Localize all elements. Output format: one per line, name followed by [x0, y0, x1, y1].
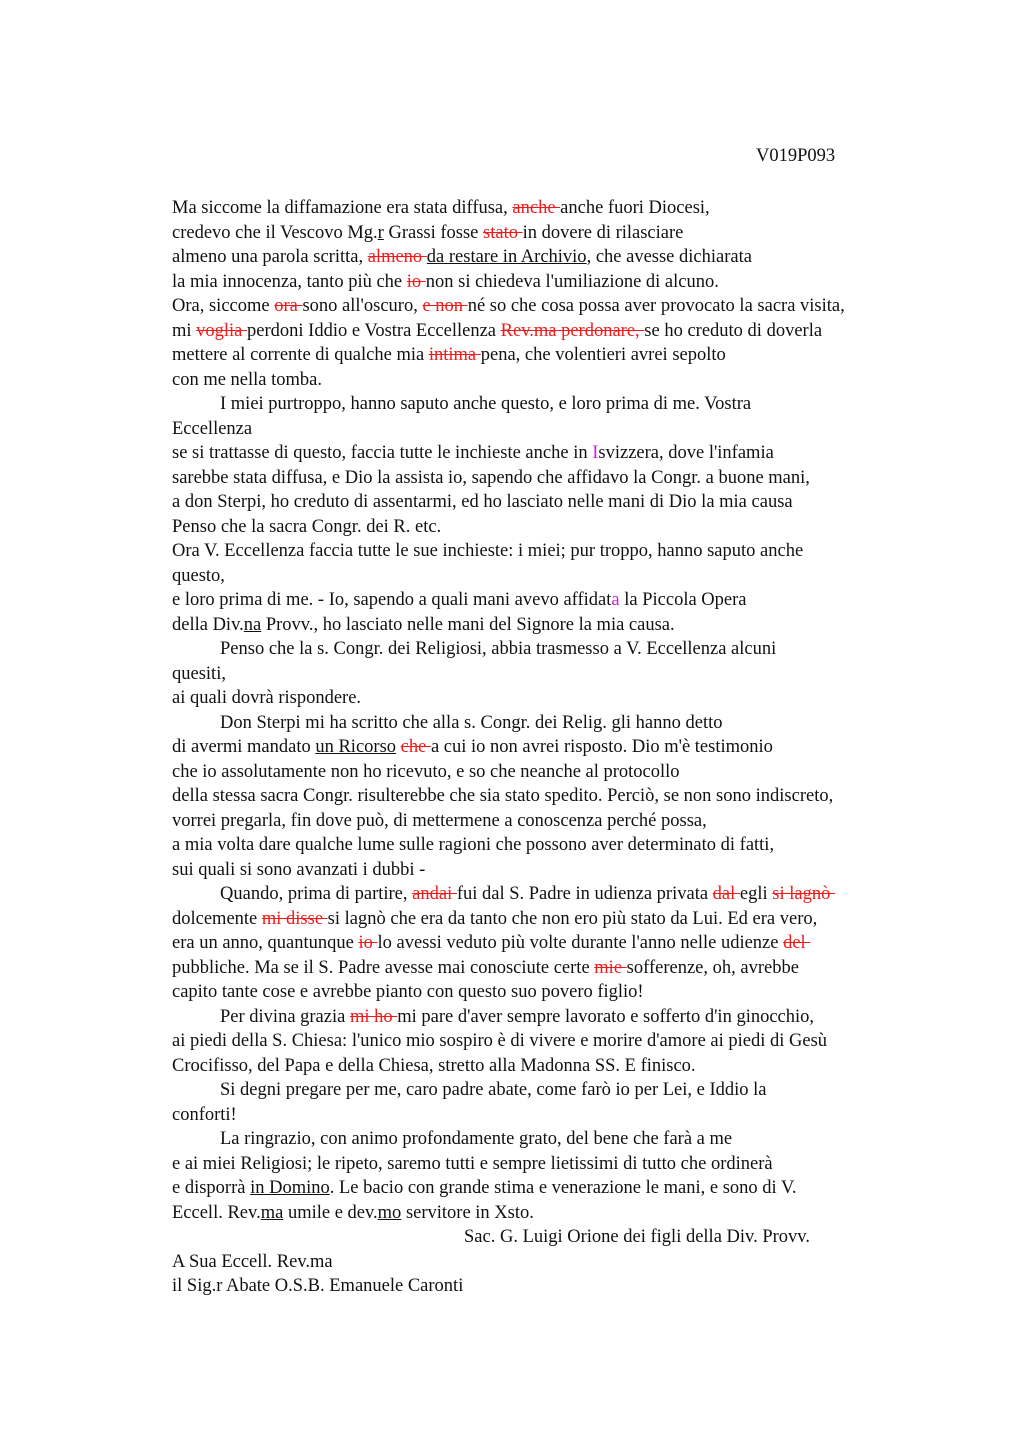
text-line — [172, 686, 972, 711]
recipient-line — [172, 1274, 972, 1299]
text-line — [172, 931, 972, 956]
signature-line — [172, 1225, 972, 1250]
deleted-text: io — [406, 271, 426, 292]
text-line — [172, 319, 972, 344]
text-segment: Eccell. Rev. — [172, 1202, 261, 1223]
text-segment: anche fuori Diocesi, — [560, 198, 710, 218]
text-segment: Grassi fosse — [383, 222, 484, 243]
text-segment: sono all'oscuro, — [302, 296, 423, 316]
letter-body — [172, 196, 972, 1299]
deleted-text: e non — [422, 296, 468, 316]
text-segment: della Div. — [172, 614, 244, 635]
text-segment: vorrei pregarla, fin dove può, di mettermene a conoscenza perché possa, — [172, 810, 707, 831]
text-segment: a mia volta dare qualche lume sulle ragioni che possono aver determinato di fatti, — [172, 835, 775, 855]
text-segment: Quando, prima di partire, — [220, 884, 413, 904]
text-segment: e loro prima di me. - Io, sapendo a quali mani avevo affidat — [172, 590, 612, 610]
underlined-text: mo — [377, 1202, 402, 1223]
text-segment: capito tante cose e avrebbe pianto con questo suo povero figlio! — [172, 982, 644, 1002]
text-segment: Don Sterpi mi ha scritto che alla s. Congr. dei Relig. gli hanno detto — [220, 712, 723, 733]
text-segment: umile e dev. — [283, 1202, 378, 1223]
text-line — [172, 760, 972, 785]
underlined-text: in Domino — [250, 1178, 330, 1198]
text-line — [172, 294, 972, 319]
text-segment: Ma siccome la diffamazione era stata diffusa, — [172, 198, 513, 218]
text-line — [172, 1127, 972, 1152]
text-segment: questo, — [172, 565, 225, 586]
text-segment: egli — [739, 884, 773, 904]
text-line — [172, 368, 972, 393]
text-line — [172, 1054, 972, 1079]
text-segment: se si trattasse di questo, faccia tutte le inchieste anche in — [172, 443, 593, 463]
text-line — [172, 196, 972, 221]
text-segment: conforti! — [172, 1104, 237, 1125]
text-segment: pena, che volentieri avrei sepolto — [480, 345, 726, 365]
text-segment: che io assolutamente non ho ricevuto, e so che neanche al protocollo — [172, 761, 680, 782]
text-segment: né so che cosa possa aver provocato la sacra visita, — [467, 296, 845, 316]
text-line — [172, 637, 972, 662]
text-segment: Per divina grazia — [220, 1006, 350, 1027]
text-line — [172, 662, 972, 687]
text-segment: sui quali si sono avanzati i dubbi - — [172, 859, 426, 880]
text-segment: ai quali dovrà rispondere. — [172, 688, 362, 708]
text-segment: mi — [172, 320, 197, 341]
deleted-text: Rev.ma perdonare, — [500, 320, 645, 341]
text-segment: I miei purtroppo, hanno saputo anche questo, e loro prima di me. Vostra — [220, 394, 752, 414]
text-line — [172, 466, 972, 491]
text-line — [172, 1201, 972, 1226]
deleted-text: del — [783, 933, 811, 953]
deleted-text: stato — [483, 222, 523, 243]
text-segment: se ho creduto di doverla — [644, 320, 823, 341]
text-line — [172, 711, 972, 736]
deleted-text: almeno — [367, 247, 427, 267]
text-line — [172, 735, 972, 760]
text-segment: non si chiedeva l'umiliazione di alcuno. — [425, 271, 719, 292]
text-line — [172, 490, 972, 515]
text-line — [172, 980, 972, 1005]
text-segment: a don Sterpi, ho creduto di assentarmi, ed ho lasciato nelle mani di Dio la mia causa — [172, 492, 793, 512]
text-segment: , che avesse dichiarata — [586, 247, 752, 267]
text-segment: La ringrazio, con animo profondamente grato, del bene che farà a me — [220, 1129, 733, 1149]
text-segment: A Sua Eccell. Rev.ma — [172, 1251, 333, 1272]
text-line — [172, 588, 972, 613]
text-segment: . Le bacio con grande stima e venerazione le mani, e sono di V. — [329, 1178, 797, 1198]
text-line — [172, 270, 972, 295]
text-segment: almeno una parola scritta, — [172, 247, 368, 267]
text-segment: credevo che il Vescovo Mg. — [172, 222, 378, 243]
text-segment: e ai miei Religiosi; le ripeto, saremo tutti e sempre lietissimi di tutto che ordinerà — [172, 1153, 773, 1174]
text-segment: della stessa sacra Congr. risulterebbe che sia stato spedito. Perciò, se non sono indiscreto, — [172, 786, 834, 806]
deleted-text: mi disse — [261, 908, 328, 929]
underlined-text: r — [377, 222, 384, 243]
text-line — [172, 1005, 972, 1030]
text-segment: il Sig.r Abate O.S.B. Emanuele Caronti — [172, 1276, 464, 1296]
text-segment: e disporrà — [172, 1178, 251, 1198]
text-segment: lo avessi veduto più volte durante l'anno nelle udienze — [377, 933, 784, 953]
text-line — [172, 882, 972, 907]
document-id: V019P093 — [756, 146, 836, 166]
text-segment: era un anno, quantunque — [172, 933, 359, 953]
text-segment: ai piedi della S. Chiesa: l'unico mio sospiro è di vivere e morire d'amore ai piedi di Gesù — [172, 1031, 828, 1051]
text-segment: la Piccola Opera — [619, 590, 747, 610]
text-segment: dolcemente — [172, 908, 262, 929]
text-line — [172, 809, 972, 834]
text-line — [172, 221, 972, 246]
text-line — [172, 956, 972, 981]
text-segment: sarebbe stata diffusa, e Dio la assista io, sapendo che affidavo la Congr. a buone mani, — [172, 467, 810, 488]
deleted-text: mie — [594, 957, 627, 978]
text-segment: la mia innocenza, tanto più che — [172, 271, 407, 292]
inserted-text: a — [611, 590, 620, 610]
text-line — [172, 343, 972, 368]
text-line — [172, 1176, 972, 1201]
text-segment: sofferenze, oh, avrebbe — [626, 957, 799, 978]
text-segment: mettere al corrente di qualche mia — [172, 345, 429, 365]
text-line — [172, 858, 972, 883]
deleted-text: voglia — [196, 320, 248, 341]
deleted-text: mi ho — [349, 1006, 398, 1027]
text-segment: con me nella tomba. — [172, 369, 323, 390]
text-segment: Penso che la s. Congr. dei Religiosi, abbia trasmesso a V. Eccellenza alcuni — [220, 639, 777, 659]
text-line — [172, 613, 972, 638]
text-segment: mi pare d'aver sempre lavorato e sofferto d'in ginocchio, — [397, 1006, 815, 1027]
text-segment: fui dal S. Padre in udienza privata — [456, 884, 713, 904]
deleted-text: andai — [412, 884, 457, 904]
deleted-text: intima — [428, 345, 481, 365]
text-line — [172, 907, 972, 932]
text-line — [172, 833, 972, 858]
text-line — [172, 1152, 972, 1177]
text-line — [172, 441, 972, 466]
underlined-text: na — [243, 614, 262, 635]
deleted-text: io — [358, 933, 378, 953]
text-segment: si lagnò che era da tanto che non ero più stato da Lui. Ed era vero, — [327, 908, 818, 929]
text-segment: Si degni pregare per me, caro padre abate, come farò io per Lei, e Iddio la — [220, 1080, 767, 1100]
text-line — [172, 417, 972, 442]
text-segment: svizzera, dove l'infamia — [598, 443, 774, 463]
text-segment: Penso che la sacra Congr. dei R. etc. — [172, 516, 442, 537]
text-line — [172, 515, 972, 540]
text-line — [172, 784, 972, 809]
text-line — [172, 392, 972, 417]
deleted-text: che — [400, 737, 431, 757]
text-line — [172, 1078, 972, 1103]
deleted-text: si lagnò — [772, 884, 835, 904]
text-line — [172, 564, 972, 589]
text-segment: a cui io non avrei risposto. Dio m'è testimonio — [430, 737, 773, 757]
recipient-line — [172, 1250, 972, 1275]
underlined-text: ma — [260, 1202, 284, 1223]
underlined-text: da restare in Archivio — [426, 247, 587, 267]
underlined-text: un Ricorso — [315, 737, 397, 757]
text-segment: Sac. G. Luigi Orione dei figli della Div. Provv. — [464, 1227, 810, 1247]
text-segment: Crocifisso, del Papa e della Chiesa, stretto alla Madonna SS. E finisco. — [172, 1055, 696, 1076]
text-line — [172, 1103, 972, 1128]
text-segment: in dovere di rilasciare — [522, 222, 684, 243]
text-segment: Eccellenza — [172, 418, 253, 439]
text-segment: Ora V. Eccellenza faccia tutte le sue inchieste: i miei; pur troppo, hanno saputo anche — [172, 541, 804, 561]
text-segment: di avermi mandato — [172, 737, 316, 757]
text-line — [172, 539, 972, 564]
text-segment: pubbliche. Ma se il S. Padre avesse mai conosciute certe — [172, 957, 595, 978]
inserted-text: I — [592, 443, 599, 463]
text-segment: quesiti, — [172, 663, 226, 684]
text-line — [172, 1029, 972, 1054]
deleted-text: anche — [512, 198, 561, 218]
text-segment: servitore in Xsto. — [401, 1202, 534, 1223]
deleted-text: dal — [712, 884, 740, 904]
deleted-text: ora — [274, 296, 303, 316]
text-segment: perdoni Iddio e Vostra Eccellenza — [247, 320, 501, 341]
text-segment: Ora, siccome — [172, 296, 275, 316]
text-line — [172, 245, 972, 270]
text-segment: Provv., ho lasciato nelle mani del Signore la mia causa. — [261, 614, 675, 635]
